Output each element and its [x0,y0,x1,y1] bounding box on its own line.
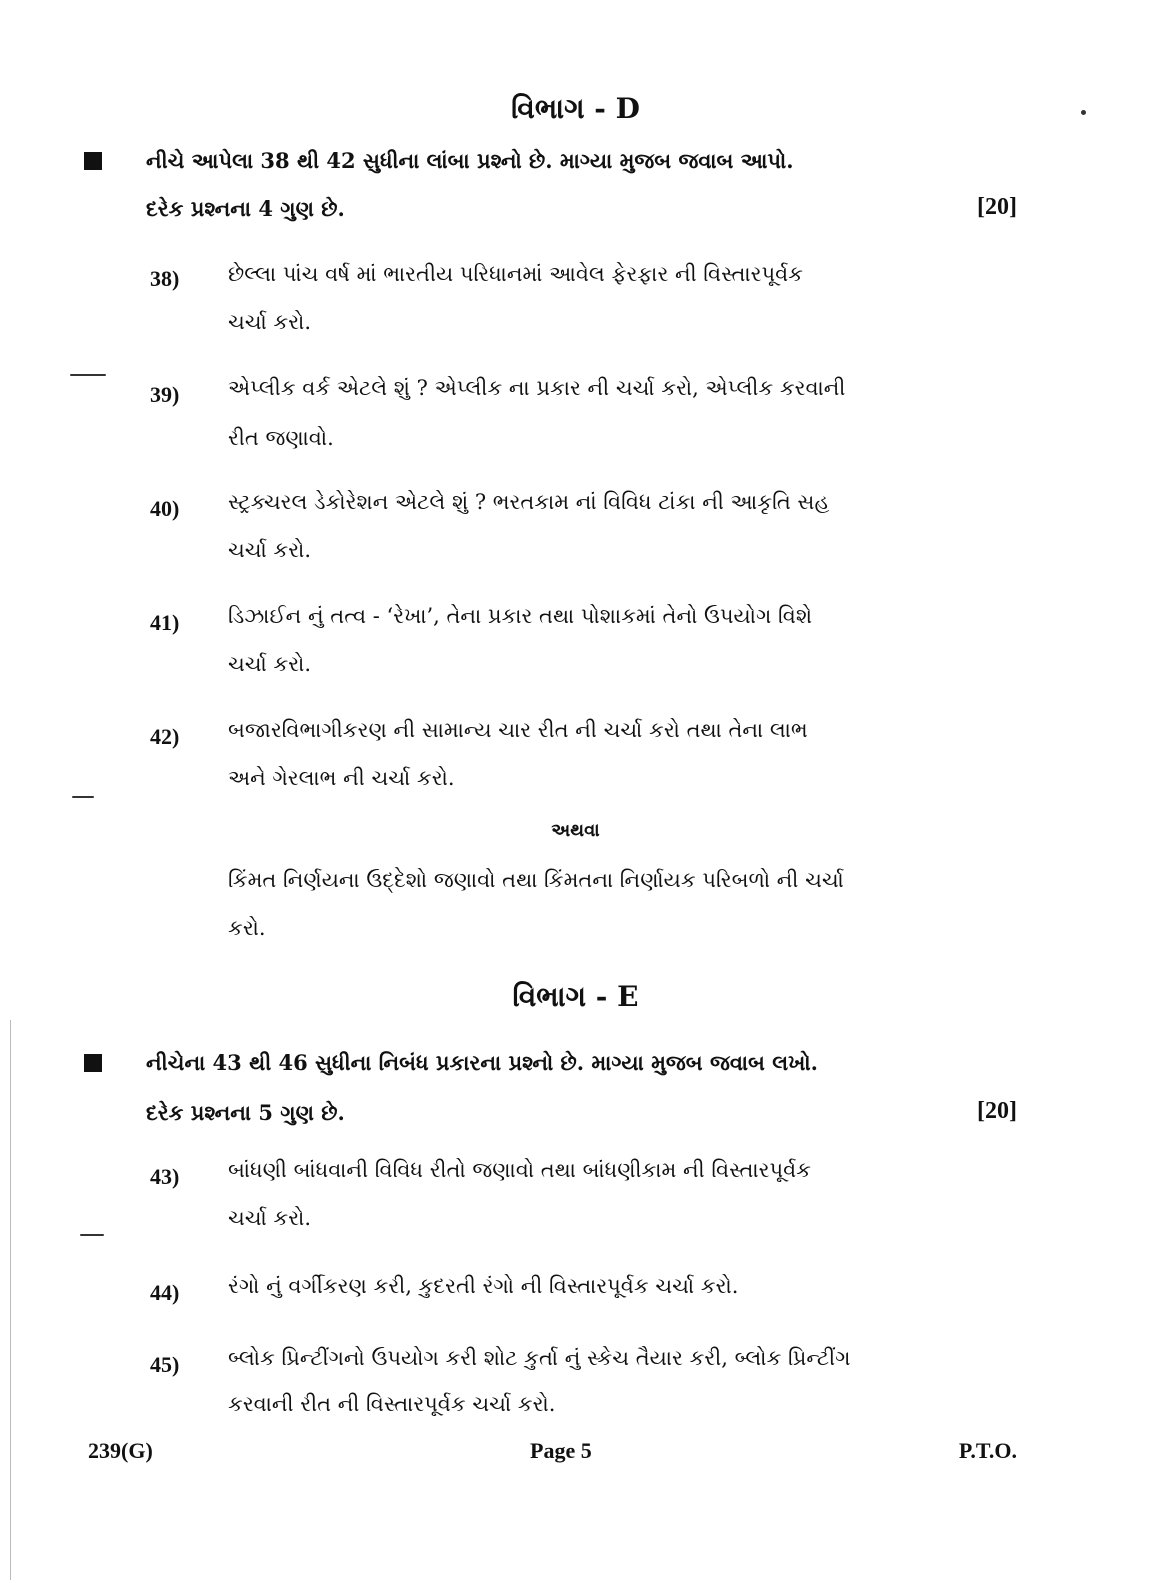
scan-speck [80,1234,104,1236]
section-d-instruction-line2: દરેક પ્રશ્નના 4 ગુણ છે. [146,196,345,221]
question-text-line1: બ્લોક પ્રિન્ટીંગનો ઉપયોગ કરી શોટ કુર્તા નું સ્કેચ તૈયાર કરી, બ્લોક પ્રિન્ટીંગ [228,1346,851,1370]
question-text-line2: રીત જણાવો. [228,426,334,450]
scan-speck [70,374,106,376]
question-number: 41) [150,610,180,635]
question-number: 45) [150,1352,180,1377]
question-text-line2: અને ગેરલાભ ની ચર્ચા કરો. [228,766,455,790]
section-e-instruction-line2: દરેક પ્રશ્નના 5 ગુણ છે. [146,1100,345,1125]
question-number: 39) [150,382,180,407]
question-text-line1: બાંધણી બાંધવાની વિવિધ રીતો જણાવો તથા બાંધણીકામ ની વિસ્તારપૂર્વક [228,1158,811,1182]
or-label: અથવા [551,820,600,841]
question-number: 40) [150,496,180,521]
pto-label: P.T.O. [958,1438,1017,1463]
section-e-marks: [20] [977,1098,1017,1124]
question-number: 44) [150,1280,180,1305]
scan-speck [72,796,94,798]
section-e-instruction-line1: નીચેના 43 થી 46 સુધીના નિબંધ પ્રકારના પ્રશ્નો છે. માગ્યા મુજબ જવાબ લખો. [146,1050,818,1075]
question-text-line1: રંગો નું વર્ગીકરણ કરી, કુદરતી રંગો ની વિસ્તારપૂર્વક ચર્ચા કરો. [228,1274,739,1298]
page-number: Page 5 [530,1438,592,1463]
section-e-heading: વિભાગ - E [512,980,639,1013]
question-text-line2: ચર્ચા કરો. [228,1206,312,1230]
question-text-line1: બજારવિભાગીકરણ ની સામાન્ય ચાર રીત ની ચર્ચા કરો તથા તેના લાભ [228,718,808,742]
section-d-instruction-line1: નીચે આપેલા 38 થી 42 સુધીના લાંબા પ્રશ્નો છે. માગ્યા મુજબ જવાબ આપો. [146,148,794,173]
question-text-line2: ચર્ચા કરો. [228,310,312,334]
scan-margin-line [10,1020,11,1580]
question-number: 42) [150,724,180,749]
question-number: 38) [150,266,180,291]
section-d-bullet [84,152,102,170]
question-text-line2: ચર્ચા કરો. [228,652,312,676]
or-question-line1: કિંમત નિર્ણયના ઉદ્દેશો જણાવો તથા કિંમતના નિર્ણાયક પરિબળો ની ચર્ચા [228,868,844,892]
question-text-line2: કરવાની રીત ની વિસ્તારપૂર્વક ચર્ચા કરો. [228,1392,556,1416]
section-e-bullet [84,1054,102,1072]
question-text-line1: ડિઝાઈન નું તત્વ - ‘રેખા’, તેના પ્રકાર તથા પોશાકમાં તેનો ઉપયોગ વિશે [228,604,813,628]
paper-code: 239(G) [88,1438,153,1463]
or-question-line2: કરો. [228,916,266,940]
section-d-marks: [20] [977,194,1017,220]
section-d-heading: વિભાગ - D [511,92,640,125]
question-number: 43) [150,1164,180,1189]
question-text-line1: સ્ટ્રક્ચરલ ડેકોરેશન એટલે શું ? ભરતકામ નાં વિવિધ ટાંકા ની આકૃતિ સહ [228,490,830,514]
question-text-line1: છેલ્લા પાંચ વર્ષ માં ભારતીય પરિધાનમાં આવેલ ફેરફાર ની વિસ્તારપૂર્વક [228,262,803,286]
question-text-line2: ચર્ચા કરો. [228,538,312,562]
question-text-line1: એપ્લીક વર્ક એટલે શું ? એપ્લીક ના પ્રકાર ની ચર્ચા કરો, એપ્લીક કરવાની [228,376,846,400]
